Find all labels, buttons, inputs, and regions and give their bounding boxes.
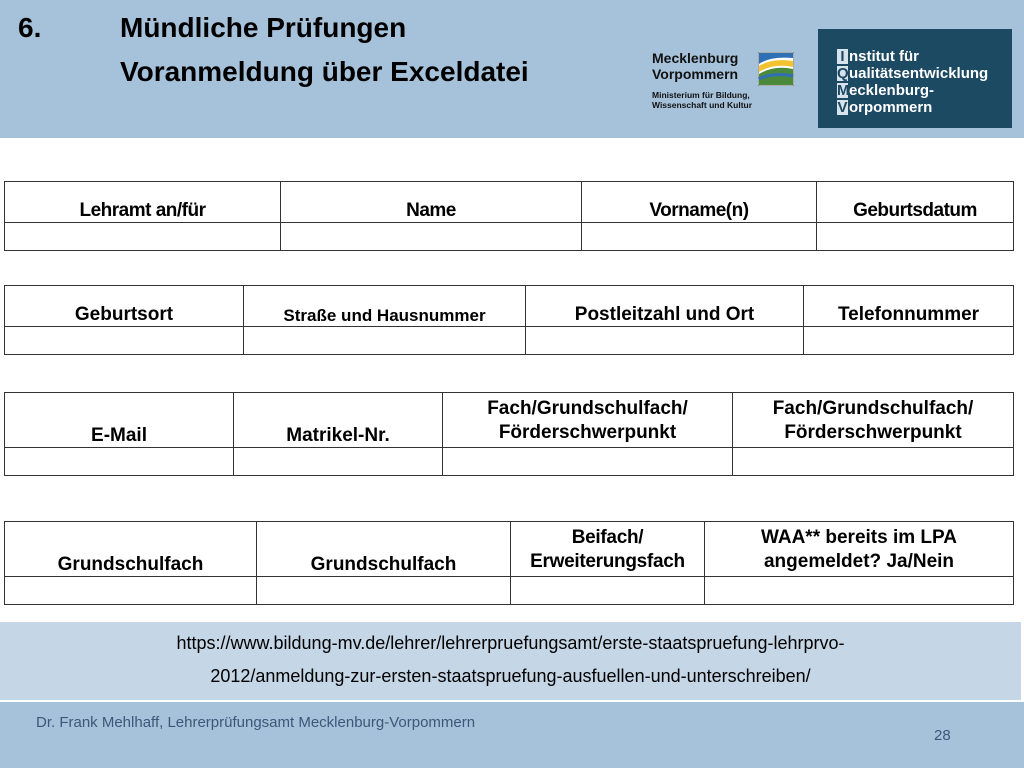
header-geburtsort: Geburtsort bbox=[5, 286, 244, 327]
mv-ministry-logo bbox=[652, 50, 802, 120]
mv-logo-name-line1: Mecklenburg bbox=[652, 50, 739, 66]
input-cell-email[interactable] bbox=[5, 448, 234, 476]
input-cell-plz-ort[interactable] bbox=[526, 327, 804, 355]
footer-author: Dr. Frank Mehlhaff, Lehrerprüfungsamt Mecklenburg-Vorpommern bbox=[36, 714, 476, 731]
header-matrikel: Matrikel-Nr. bbox=[234, 393, 443, 448]
header-fach-1: Fach/Grundschulfach/ Förderschwerpunkt bbox=[443, 393, 733, 448]
url-link[interactable] bbox=[0, 622, 1021, 700]
input-cell-name[interactable] bbox=[281, 223, 582, 251]
form-table-address bbox=[4, 285, 1014, 355]
input-cell-strasse[interactable] bbox=[244, 327, 526, 355]
mv-logo-sub-line2: Wissenschaft und Kultur bbox=[652, 100, 753, 110]
section-number: 6. bbox=[18, 12, 42, 43]
header-beifach: Beifach/ Erweiterungsfach bbox=[511, 522, 705, 577]
mv-logo-sub-line1: Ministerium für Bildung, bbox=[652, 90, 750, 100]
mv-flag-icon bbox=[758, 52, 794, 86]
slide-footer bbox=[0, 702, 1024, 768]
input-cell-telefon[interactable] bbox=[804, 327, 1014, 355]
header-plz-ort: Postleitzahl und Ort bbox=[526, 286, 804, 327]
iqmv-line-4: V orpommern bbox=[837, 99, 933, 116]
header-lehramt: Lehramt an/für bbox=[5, 182, 281, 223]
input-cell-fach-2[interactable] bbox=[733, 448, 1014, 476]
header-waa: WAA** bereits im LPA angemeldet? Ja/Nein bbox=[705, 522, 1014, 577]
header-fach-2: Fach/Grundschulfach/ Förderschwerpunkt bbox=[733, 393, 1014, 448]
input-cell-geburtsort[interactable] bbox=[5, 327, 244, 355]
header-strasse: Straße und Hausnummer bbox=[244, 286, 526, 327]
header-name: Name bbox=[281, 182, 582, 223]
slide-header bbox=[0, 0, 1024, 138]
mv-logo-name-line2: Vorpommern bbox=[652, 66, 739, 82]
url-line-2[interactable]: 2012/anmeldung-zur-ersten-staatspruefung-ausfuellen-und-unterschreiben/ bbox=[210, 666, 811, 686]
form-table-school-subjects bbox=[4, 521, 1014, 605]
input-cell-beifach[interactable] bbox=[511, 577, 705, 605]
page-number: 28 bbox=[934, 727, 951, 744]
header-email: E-Mail bbox=[5, 393, 234, 448]
header-grundschulfach-1: Grundschulfach bbox=[5, 522, 257, 577]
input-cell-vorname[interactable] bbox=[582, 223, 817, 251]
input-cell-grundschulfach-1[interactable] bbox=[5, 577, 257, 605]
header-grundschulfach-2: Grundschulfach bbox=[257, 522, 511, 577]
mv-logo-ministry bbox=[652, 90, 802, 110]
input-cell-matrikel[interactable] bbox=[234, 448, 443, 476]
input-cell-waa[interactable] bbox=[705, 577, 1014, 605]
input-cell-grundschulfach-2[interactable] bbox=[257, 577, 511, 605]
header-geburtsdatum: Geburtsdatum bbox=[817, 182, 1014, 223]
form-table-personal bbox=[4, 181, 1014, 251]
slide-title: Mündliche Prüfungen bbox=[120, 12, 407, 43]
slide-subtitle: Voranmeldung über Exceldatei bbox=[120, 56, 529, 87]
iqmv-line-3: Mecklenburg- bbox=[837, 82, 935, 99]
input-cell-lehramt[interactable] bbox=[5, 223, 281, 251]
header-telefon: Telefonnummer bbox=[804, 286, 1014, 327]
iqmv-line-1: I nstitut für bbox=[837, 49, 919, 64]
header-vorname: Vorname(n) bbox=[582, 182, 817, 223]
form-table-contact-subjects bbox=[4, 392, 1014, 476]
iqmv-line-2: Qualitätsentwicklung bbox=[837, 65, 989, 82]
url-line-1[interactable]: https://www.bildung-mv.de/lehrer/lehrerpruefungsamt/erste-staatspruefung-lehrprvo- bbox=[176, 633, 845, 653]
input-cell-geburtsdatum[interactable] bbox=[817, 223, 1014, 251]
iqmv-logo bbox=[818, 29, 1012, 128]
input-cell-fach-1[interactable] bbox=[443, 448, 733, 476]
